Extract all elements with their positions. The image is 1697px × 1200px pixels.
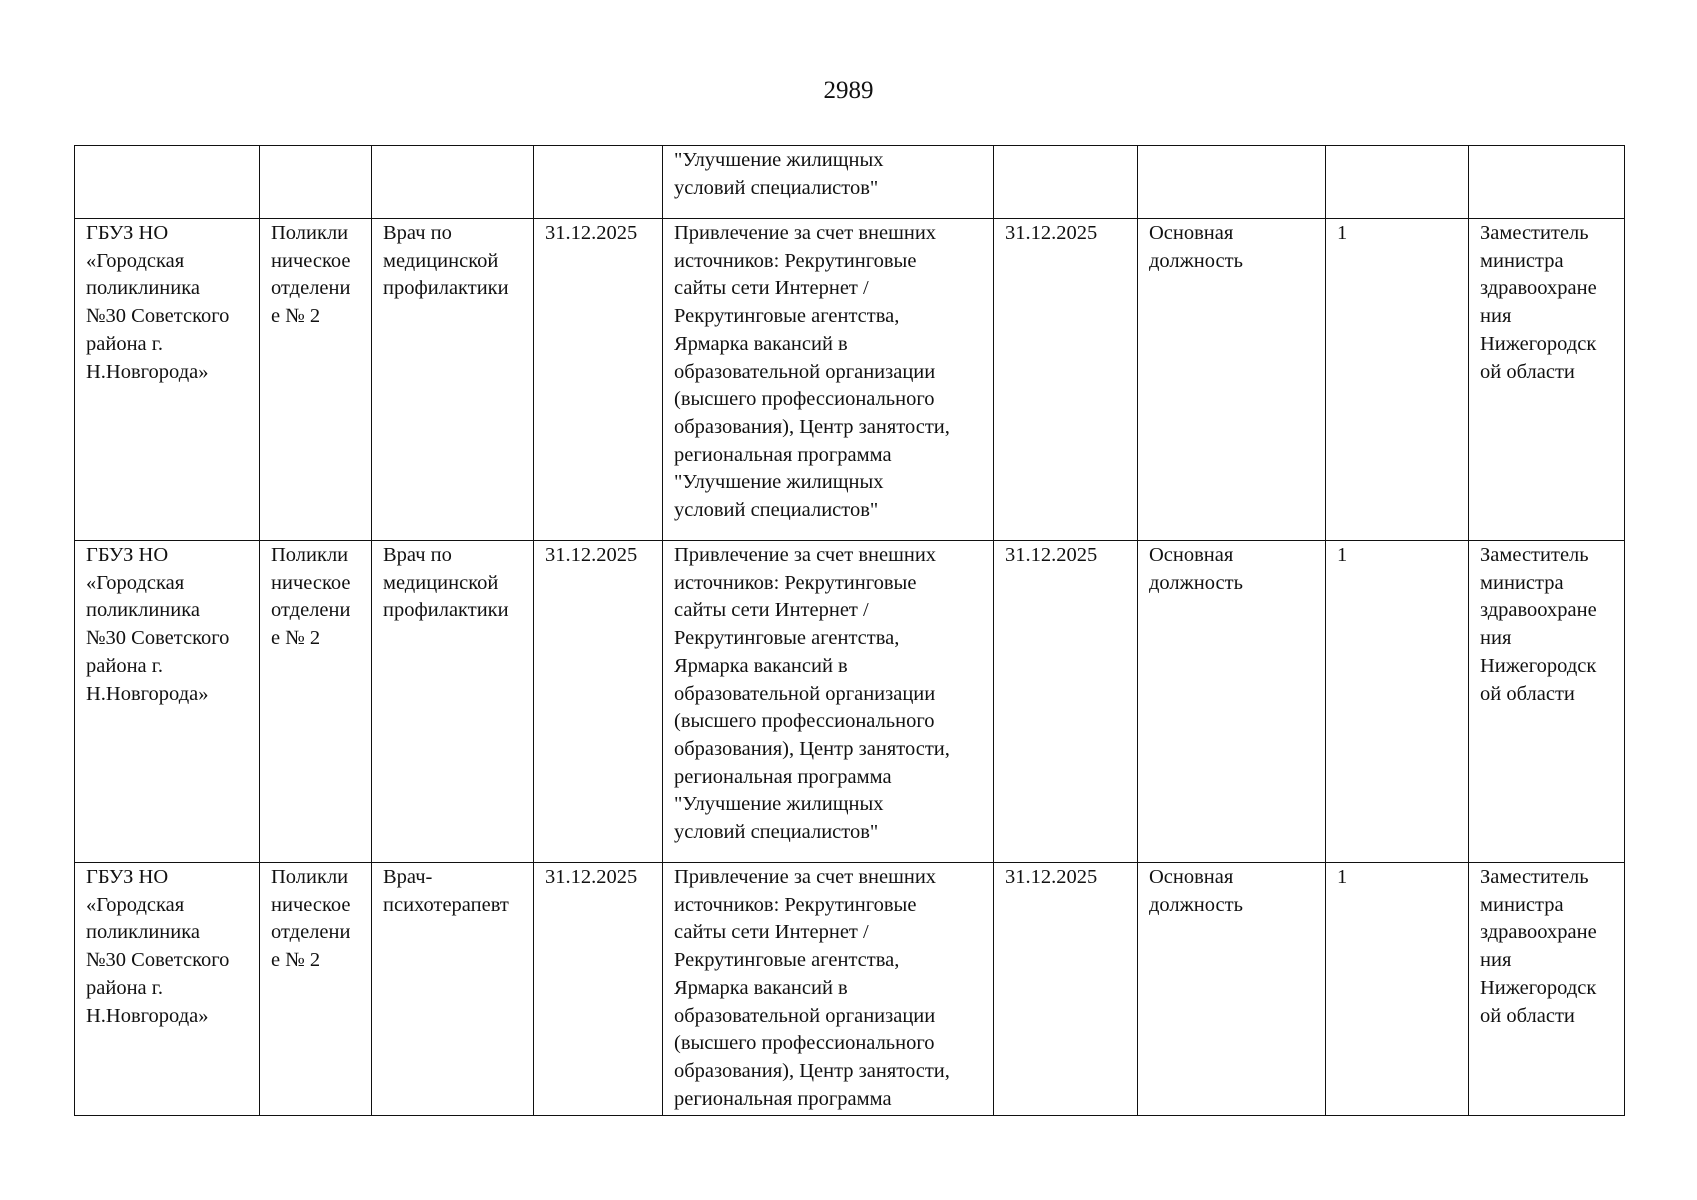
cell-method	[663, 541, 994, 863]
text-line: профилактики	[383, 599, 509, 622]
text-line: условий специалистов"	[674, 821, 879, 844]
text-line: Ярмарка вакансий в	[674, 654, 848, 677]
text-line: ническое	[271, 571, 351, 594]
continuation-row	[75, 146, 1625, 219]
text-line: "Улучшение жилищных	[674, 793, 884, 816]
text-line: ГБУЗ НО	[86, 544, 169, 566]
text-line: (высшего профессионального	[674, 388, 935, 411]
text-line: здравоохране	[1480, 921, 1597, 944]
table-row	[75, 219, 1625, 541]
cell-date-1	[534, 146, 663, 219]
text-line: ой области	[1480, 360, 1575, 383]
text-line: Поликли	[271, 866, 349, 888]
text-line: Привлечение за счет внешних	[674, 222, 937, 244]
text-line: района г.	[86, 654, 163, 677]
cell-department	[260, 863, 372, 1116]
text-line: ой области	[1480, 1004, 1575, 1027]
cell-count	[1326, 146, 1469, 219]
text-line: ния	[1480, 627, 1512, 650]
cell-responsible	[1469, 219, 1625, 541]
cell-method	[663, 863, 994, 1116]
text-line: Врач по	[383, 222, 452, 244]
cell-department	[260, 219, 372, 541]
text-line: Заместитель	[1480, 222, 1589, 244]
table-row	[75, 541, 1625, 863]
text-line: Н.Новгорода»	[86, 682, 209, 705]
cell-date-2	[994, 863, 1138, 1116]
text-line: Нижегородск	[1480, 654, 1597, 677]
text-line: 31.12.2025	[545, 544, 638, 566]
text-line: Нижегородск	[1480, 976, 1597, 999]
text-line: образовательной организации	[674, 1004, 936, 1027]
cell-post-type	[1138, 541, 1326, 863]
text-line: здравоохране	[1480, 599, 1597, 622]
text-line: ГБУЗ НО	[86, 222, 169, 244]
text-line: Врач-	[383, 866, 433, 888]
text-line: "Улучшение жилищных	[674, 149, 884, 171]
cell-date-2	[994, 219, 1138, 541]
text-line: министра	[1480, 893, 1564, 916]
cell-organization	[75, 219, 260, 541]
text-line: региональная программа	[674, 765, 892, 788]
text-line: должность	[1149, 249, 1243, 272]
cell-post-type	[1138, 863, 1326, 1116]
cell-post-type	[1138, 219, 1326, 541]
text-line: 1	[1337, 866, 1348, 888]
text-line: Поликли	[271, 544, 349, 566]
text-line: района г.	[86, 976, 163, 999]
text-line: ническое	[271, 893, 351, 916]
text-line: 1	[1337, 544, 1348, 566]
text-line: образовательной организации	[674, 360, 936, 383]
text-line: Нижегородск	[1480, 332, 1597, 355]
text-line: Ярмарка вакансий в	[674, 332, 848, 355]
text-line: источников: Рекрутинговые	[674, 893, 917, 916]
cell-position	[372, 541, 534, 863]
staffing-table	[74, 145, 1625, 1116]
text-line: условий специалистов"	[674, 499, 879, 522]
text-line: источников: Рекрутинговые	[674, 249, 917, 272]
cell-position	[372, 219, 534, 541]
text-line: отделени	[271, 921, 351, 944]
text-line: Основная	[1149, 544, 1234, 566]
text-line: образовательной организации	[674, 682, 936, 705]
text-line: района г.	[86, 332, 163, 355]
text-line: поликлиника	[86, 921, 201, 944]
text-line: е № 2	[271, 627, 321, 650]
text-line: №30 Советского	[86, 949, 230, 972]
cell-responsible	[1469, 863, 1625, 1116]
text-line: 31.12.2025	[1005, 544, 1098, 566]
text-line: Н.Новгорода»	[86, 1004, 209, 1027]
table-row	[75, 863, 1625, 1116]
text-line: (высшего профессионального	[674, 1032, 935, 1055]
cell-method	[663, 219, 994, 541]
cell-position	[372, 863, 534, 1116]
text-line: ГБУЗ НО	[86, 866, 169, 888]
text-line: Привлечение за счет внешних	[674, 866, 937, 888]
text-line: Основная	[1149, 222, 1234, 244]
text-line: отделени	[271, 277, 351, 300]
text-line: 31.12.2025	[1005, 222, 1098, 244]
cell-date-1	[534, 541, 663, 863]
cell-count	[1326, 863, 1469, 1116]
cell-organization	[75, 863, 260, 1116]
text-line: №30 Советского	[86, 627, 230, 650]
text-line: Основная	[1149, 866, 1234, 888]
text-line: отделени	[271, 599, 351, 622]
text-line: Рекрутинговые агентства,	[674, 627, 900, 650]
text-line: Врач по	[383, 544, 452, 566]
text-line: здравоохране	[1480, 277, 1597, 300]
text-line: условий специалистов"	[674, 176, 879, 199]
text-line: министра	[1480, 249, 1564, 272]
text-line: источников: Рекрутинговые	[674, 571, 917, 594]
cell-responsible	[1469, 541, 1625, 863]
cell-organization	[75, 146, 260, 219]
text-line: ой области	[1480, 682, 1575, 705]
text-line: ния	[1480, 305, 1512, 328]
text-line: поликлиника	[86, 599, 201, 622]
cell-department	[260, 146, 372, 219]
text-line: должность	[1149, 893, 1243, 916]
page-number: 2989	[823, 77, 874, 104]
text-line: Привлечение за счет внешних	[674, 544, 937, 566]
text-line: сайты сети Интернет /	[674, 277, 869, 300]
text-line: (высшего профессионального	[674, 710, 935, 733]
text-line: Заместитель	[1480, 866, 1589, 888]
text-line: медицинской	[383, 249, 499, 272]
cell-date-2	[994, 541, 1138, 863]
text-line: образования), Центр занятости,	[674, 1059, 950, 1082]
cell-organization	[75, 541, 260, 863]
cell-responsible	[1469, 146, 1625, 219]
text-line: Н.Новгорода»	[86, 360, 209, 383]
text-line: ническое	[271, 249, 351, 272]
text-line: Поликли	[271, 222, 349, 244]
text-line: поликлиника	[86, 277, 201, 300]
cell-date-2	[994, 146, 1138, 219]
text-line: профилактики	[383, 277, 509, 300]
text-line: министра	[1480, 571, 1564, 594]
text-line: №30 Советского	[86, 305, 230, 328]
text-line: "Улучшение жилищных	[674, 471, 884, 494]
text-line: «Городская	[86, 571, 185, 594]
text-line: медицинской	[383, 571, 499, 594]
text-line: образования), Центр занятости,	[674, 737, 950, 760]
text-line: 31.12.2025	[545, 866, 638, 888]
text-line: региональная программа	[674, 443, 892, 466]
cell-department	[260, 541, 372, 863]
text-line: «Городская	[86, 249, 185, 272]
text-line: Рекрутинговые агентства,	[674, 305, 900, 328]
text-line: сайты сети Интернет /	[674, 921, 869, 944]
text-line: Ярмарка вакансий в	[674, 976, 848, 999]
text-line: 31.12.2025	[1005, 866, 1098, 888]
cell-method	[663, 146, 994, 219]
text-line: е № 2	[271, 305, 321, 328]
text-line: 31.12.2025	[545, 222, 638, 244]
text-line: должность	[1149, 571, 1243, 594]
text-line: психотерапевт	[383, 893, 509, 916]
cell-date-1	[534, 219, 663, 541]
cell-position	[372, 146, 534, 219]
text-line: 1	[1337, 222, 1348, 244]
text-line: сайты сети Интернет /	[674, 599, 869, 622]
text-line: региональная программа	[674, 1087, 892, 1110]
text-line: Заместитель	[1480, 544, 1589, 566]
cell-post-type	[1138, 146, 1326, 219]
text-line: Рекрутинговые агентства,	[674, 949, 900, 972]
text-line: е № 2	[271, 949, 321, 972]
cell-count	[1326, 541, 1469, 863]
text-line: образования), Центр занятости,	[674, 415, 950, 438]
cell-count	[1326, 219, 1469, 541]
cell-date-1	[534, 863, 663, 1116]
text-line: ния	[1480, 949, 1512, 972]
text-line: «Городская	[86, 893, 185, 916]
